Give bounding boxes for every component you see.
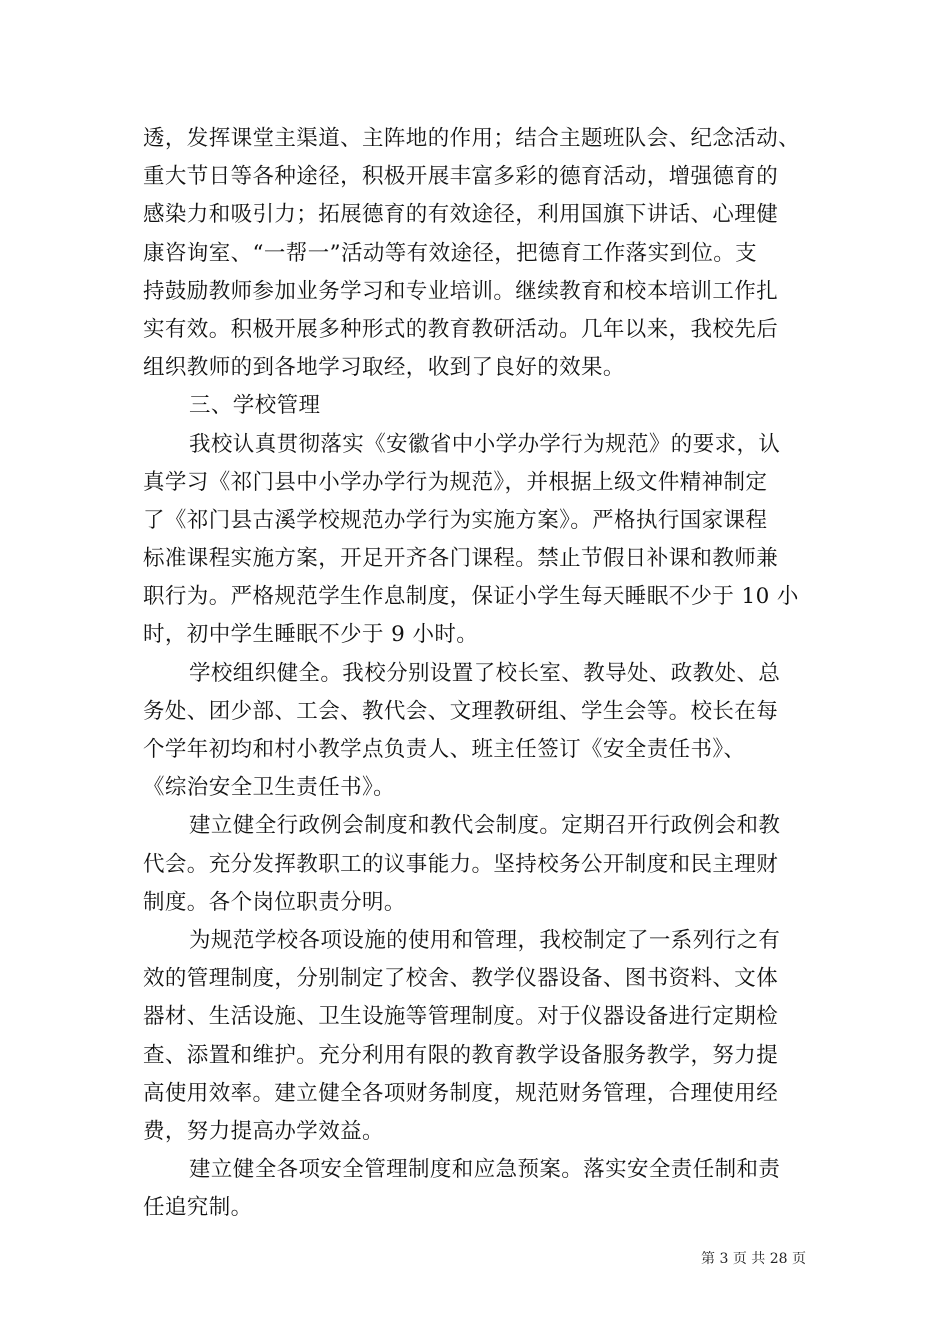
text-line: 建立健全各项安全管理制度和应急预案。落实安全责任制和责 [189, 1157, 781, 1183]
text-line: 康咨询室、“一帮一”活动等有效途径，把德育工作落实到位。支 [143, 240, 758, 266]
page-number-footer: 第 3 页 共 28 页 [701, 1251, 806, 1267]
text-line: 《综治安全卫生责任书》。 [143, 775, 396, 801]
text-line: 时，初中学生睡眠不少于 9 小时。 [143, 622, 479, 648]
text-line: 实有效。积极开展多种形式的教育教研活动。几年以来，我校先后 [143, 316, 779, 342]
text-line: 任追究制。 [143, 1195, 253, 1221]
text-line: 标准课程实施方案，开足开齐各门课程。禁止节假日补课和教师兼 [143, 546, 779, 572]
document-body [143, 120, 813, 1227]
section-heading: 三、学校管理 [189, 393, 321, 419]
text-line: 效的管理制度，分别制定了校舍、教学仪器设备、图书资料、文体 [143, 966, 779, 992]
text-line: 学校组织健全。我校分别设置了校长室、教导处、政教处、总 [189, 660, 781, 686]
text-line: 制度。各个岗位职责分明。 [143, 889, 406, 915]
text-line: 持鼓励教师参加业务学习和专业培训。继续教育和校本培训工作扎 [143, 278, 779, 304]
text-line: 代会。充分发挥教职工的议事能力。坚持校务公开制度和民主理财 [143, 851, 779, 877]
text-line: 真学习《祁门县中小学办学行为规范》，并根据上级文件精神制定 [143, 469, 768, 495]
text-line: 费，努力提高办学效益。 [143, 1118, 384, 1144]
text-line: 器材、生活设施、卫生设施等管理制度。对于仪器设备进行定期检 [143, 1004, 779, 1030]
text-line: 为规范学校各项设施的使用和管理，我校制定了一系列行之有 [189, 927, 781, 953]
text-line: 务处、团少部、工会、教代会、文理教研组、学生会等。校长在每 [143, 698, 779, 724]
text-line: 感染力和吸引力；拓展德育的有效途径，利用国旗下讲话、心理健 [143, 202, 779, 228]
text-line: 重大节日等各种途径，积极开展丰富多彩的德育活动，增强德育的 [143, 164, 779, 190]
text-line: 查、添置和维护。充分利用有限的教育教学设备服务教学，努力提 [143, 1042, 779, 1068]
text-line: 高使用效率。建立健全各项财务制度，规范财务管理，合理使用经 [143, 1080, 779, 1106]
text-line: 我校认真贯彻落实《安徽省中小学办学行为规范》的要求，认 [189, 431, 781, 457]
text-line: 了《祁门县古溪学校规范办学行为实施方案》。严格执行国家课程 [143, 507, 768, 533]
text-line: 建立健全行政例会制度和教代会制度。定期召开行政例会和教 [189, 813, 781, 839]
text-line: 个学年初均和村小教学点负责人、班主任签订《安全责任书》、 [143, 737, 746, 762]
text-line: 职行为。严格规范学生作息制度，保证小学生每天睡眠不少于 10 小 [143, 584, 799, 610]
text-line: 透，发挥课堂主渠道、主阵地的作用；结合主题班队会、纪念活动、 [143, 126, 801, 151]
text-line: 组织教师的到各地学习取经，收到了良好的效果。 [143, 355, 625, 381]
